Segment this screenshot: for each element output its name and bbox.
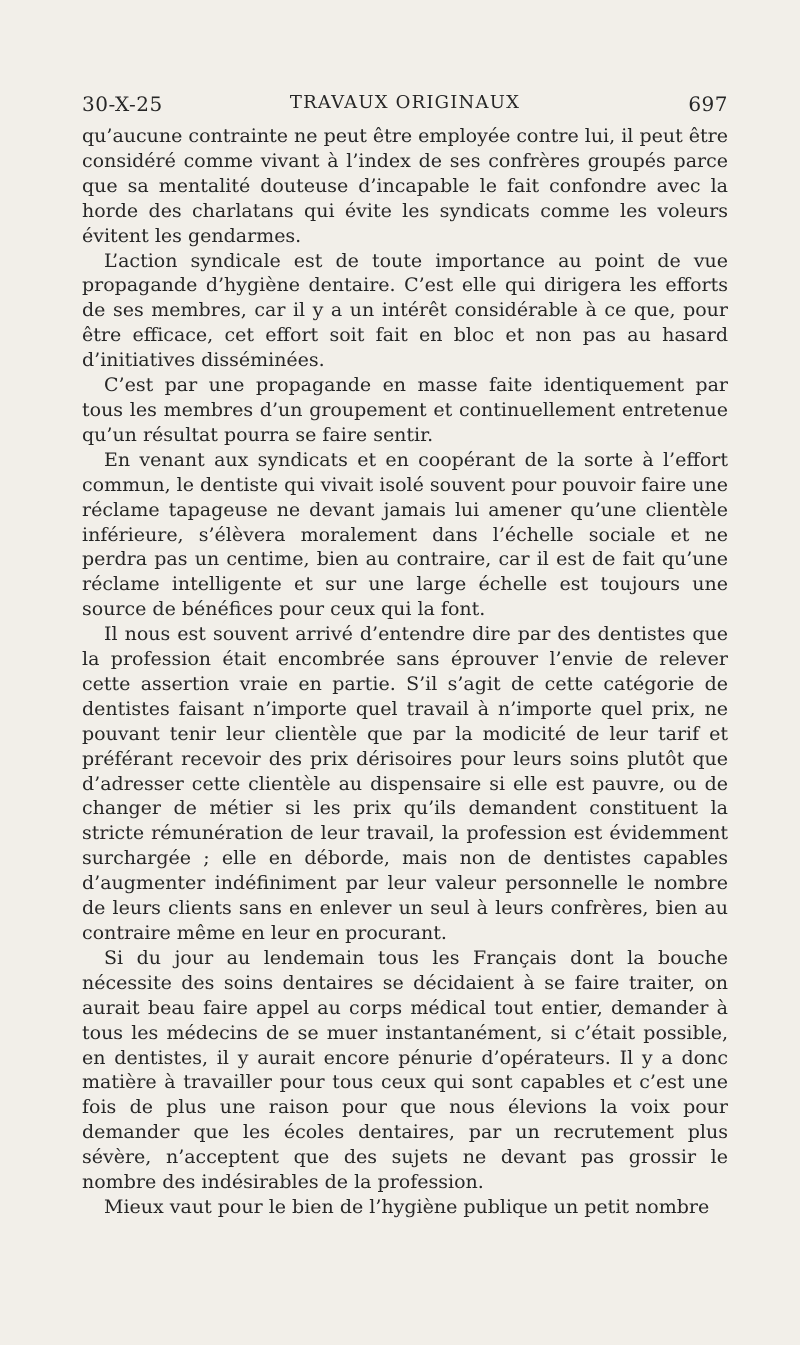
paragraph: C’est par une propagande en masse faite identiquement par tous les membres d’un groupement et continuellement entretenue qu’un résultat pourra se faire sentir.	[82, 374, 728, 446]
paragraph: L’action syndicale est de toute importance au point de vue propagande d’hygiène dentaire. C’est elle qui dirigera les efforts de ses membres, car il y a un intérêt considérable à ce que, pour être efficace, cet effort soit fait en bloc et non pas au hasard d’initiatives disséminées.	[82, 249, 728, 372]
header-date: 30-X-25	[82, 92, 163, 116]
body-text	[82, 124, 728, 1220]
running-header	[82, 92, 728, 122]
paragraph: Il nous est souvent arrivé d’entendre dire par des dentistes que la profession était encombrée sans éprouver l’envie de relever cette assertion vraie en partie. S’il s’agit de cette catégorie de dentistes faisant n’importe quel travail à n’importe quel prix, ne pouvant tenir leur clientèle que par la modicité de leur tarif et préférant recevoir des prix dérisoires pour leurs soins plutôt que d’adresser cette clientèle au dispensaire si elle est pauvre, ou de changer de métier si les prix qu’ils demandent constituent la stricte rémunération de leur travail, la profession est évidemment surchargée ; elle en déborde, mais non de dentistes capables d’augmenter indéfiniment par leur valeur personnelle le nombre de leurs clients sans en enlever un seul à leurs confrères, bien au contraire même en leur en procurant.	[82, 623, 728, 944]
paragraph-continued: qu’aucune contrainte ne peut être employée contre lui, il peut être considéré comme vivant à l’index de ses confrères groupés parce que sa mentalité douteuse d’incapable le fait confondre avec la horde des charlatans qui évite les syndicats comme les voleurs évitent les gendarmes.	[82, 125, 728, 247]
book-page	[82, 92, 728, 1220]
paragraph: Si du jour au lendemain tous les Français dont la bouche nécessite des soins dentaires se décidaient à se faire traiter, on aurait beau faire appel au corps médical tout entier, demander à tous les médecins de se muer instantanément, si c’était possible, en dentistes, il y aurait encore pénurie d’opérateurs. Il y a donc matière à travailler pour tous ceux qui sont capables et c’est une fois de plus une raison pour que nous élevions la voix pour demander que les écoles dentaires, par un recrutement plus sévère, n’acceptent que des sujets ne devant pas grossir le nombre des indésirables de la profession.	[82, 946, 728, 1194]
header-section-title: TRAVAUX ORIGINAUX	[289, 92, 521, 113]
paragraph: En venant aux syndicats et en coopérant de la sorte à l’effort commun, le dentiste qui vivait isolé souvent pour pouvoir faire une réclame tapageuse ne devant jamais lui amener qu’une clientèle inférieure, s’élèvera moralement dans l’échelle sociale et ne perdra pas un centime, bien au contraire, car il est de fait qu’une réclame intelligente et sur une large échelle est toujours une source de bénéfices pour ceux qui la font.	[82, 448, 728, 621]
page-number: 697	[688, 92, 728, 116]
paragraph-last: Mieux vaut pour le bien de l’hygiène publique un petit nombre	[104, 1195, 710, 1218]
